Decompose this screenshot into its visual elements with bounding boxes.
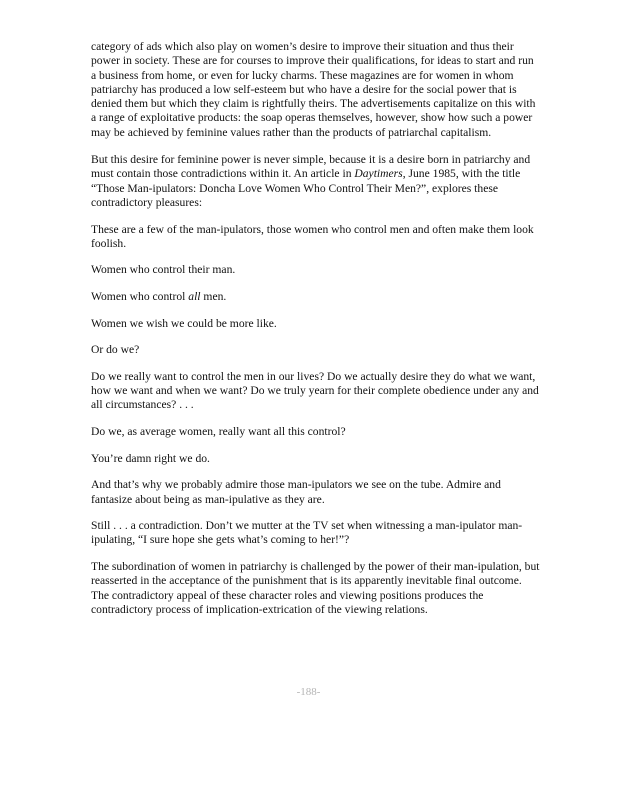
text-run: Do we, as average women, really want all this control?: [91, 425, 346, 439]
text-run: men.: [200, 290, 227, 304]
magazine-title: Daytimers: [354, 167, 403, 181]
body-text: [91, 40, 541, 629]
quote-paragraph: [91, 290, 541, 304]
quote-paragraph: [91, 223, 541, 252]
quote-paragraph: [91, 478, 541, 507]
quote-paragraph: [91, 370, 541, 413]
text-run: Women we wish we could be more like.: [91, 316, 277, 330]
text-run: Women who control: [91, 290, 189, 304]
quote-paragraph: [91, 263, 541, 277]
paragraph: [91, 153, 541, 210]
page-number: -188-: [296, 686, 321, 698]
text-run: Women who control their man.: [91, 263, 236, 277]
text-run: category of ads which also play on women’s desire to improve their situation and thus their power in society. These are for courses to improve their qualifications, for ideas to start and run a business from home, or even for lucky charms. These magazines are for women in whom patriarchy has produced a low self-esteem but who have a desire for the social power that is denied them but which they claim is rightfully theirs. The advertisements capitalize on this with a range of exploitative products: the soap operas themselves, however, show how such a power may be achieved by feminine values rather than the products of patriarchal capitalism.: [91, 40, 536, 139]
paragraph: [91, 40, 541, 140]
text-run: Or do we?: [91, 343, 140, 357]
emphasis: all: [188, 290, 201, 304]
text-run: , June 1985, with the title “Those Man-ipulators: Doncha Love Women Who Control Their Men?”, explores these contradictory pleasures:: [91, 167, 521, 209]
text-run: And that’s why we probably admire those man-ipulators we see on the tube. Admire and fantasize about being as man-ipulative as they are.: [91, 478, 501, 506]
quote-paragraph: [91, 452, 541, 466]
text-run: These are a few of the man-ipulators, those women who control men and often make them look foolish.: [91, 222, 534, 250]
quote-paragraph: [91, 425, 541, 439]
paragraph: [91, 560, 541, 617]
text-run: But this desire for feminine power is never simple, because it is a desire born in patriarchy and must contain those contradictions within it. An article in: [91, 153, 531, 181]
text-run: Do we really want to control the men in our lives? Do we actually desire they do what we want, how we want and when we want? Do we truly yearn for their complete obedience under any and all circumstances? . . .: [91, 369, 539, 412]
quote-paragraph: [91, 343, 541, 357]
quote-paragraph: [91, 519, 541, 548]
quote-paragraph: [91, 317, 541, 331]
text-run: The subordination of women in patriarchy is challenged by the power of their man-ipulation, but reasserted in the acceptance of the punishment that is its apparently inevitable final outcome. The contradictory appeal of these character roles and viewing positions produces the contradictory process of implication-extrication of the viewing relations.: [91, 559, 540, 616]
text-run: Still . . . a contradiction. Don’t we mutter at the TV set when witnessing a man-ipulator man-ipulating, “I sure hope she gets what’s coming to her!”?: [91, 519, 523, 547]
text-run: You’re damn right we do.: [91, 451, 210, 465]
